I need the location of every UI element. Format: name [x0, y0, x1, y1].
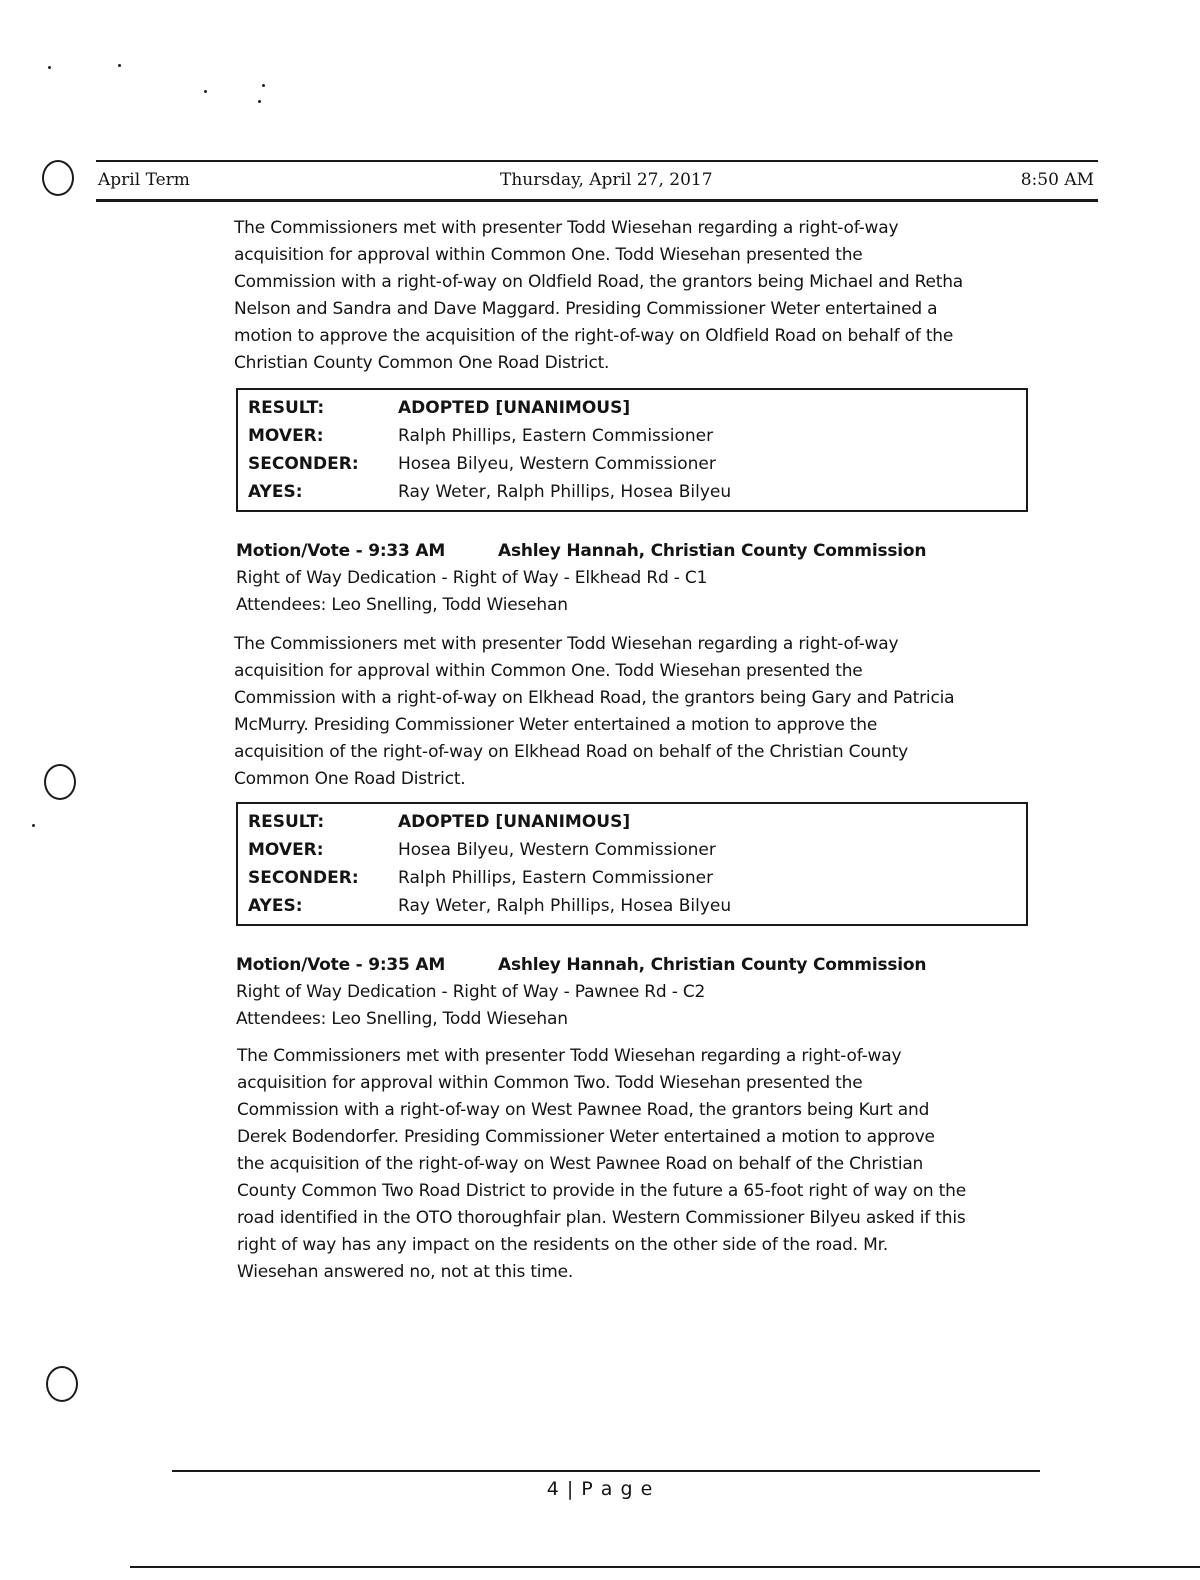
intro-paragraph: [234, 215, 1034, 377]
motion-presenter: Ashley Hannah, Christian County Commission: [498, 955, 927, 975]
mover-label: MOVER:: [248, 840, 324, 860]
result-value: ADOPTED [UNANIMOUS]: [398, 812, 631, 832]
seconder-label: SECONDER:: [248, 868, 359, 888]
text-line: McMurry. Presiding Commissioner Weter entertained a motion to approve the: [234, 715, 878, 735]
page-number: 4 | P a g e: [546, 1478, 654, 1500]
vote-row-mover: [248, 836, 1016, 864]
text-line: Commission with a right-of-way on West Pawnee Road, the grantors being Kurt and: [237, 1100, 930, 1120]
ayes-value: Ray Weter, Ralph Phillips, Hosea Bilyeu: [398, 896, 732, 916]
vote-row-result: [248, 808, 1016, 836]
text-line: motion to approve the acquisition of the right-of-way on Oldfield Road on behalf of the: [234, 326, 954, 346]
motion-attendees: Attendees: Leo Snelling, Todd Wiesehan: [236, 1009, 568, 1029]
vote-row-mover: [248, 422, 1016, 450]
scan-speck: [258, 100, 261, 103]
header-date: Thursday, April 27, 2017: [500, 170, 713, 190]
text-line: acquisition for approval within Common One. Todd Wiesehan presented the: [234, 661, 863, 681]
text-line: The Commissioners met with presenter Todd Wiesehan regarding a right-of-way: [234, 634, 899, 654]
seconder-value: Ralph Phillips, Eastern Commissioner: [398, 868, 714, 888]
seconder-label: SECONDER:: [248, 454, 359, 474]
seconder-value: Hosea Bilyeu, Western Commissioner: [398, 454, 716, 474]
vote-row-ayes: [248, 478, 1016, 506]
vote-row-ayes: [248, 892, 1016, 920]
motion-presenter: Ashley Hannah, Christian County Commission: [498, 541, 927, 561]
vote-table-2: [236, 802, 1028, 926]
punch-hole-bottom: [46, 1366, 78, 1402]
text-line: County Common Two Road District to provide in the future a 65-foot right of way on the: [237, 1181, 966, 1201]
ayes-value: Ray Weter, Ralph Phillips, Hosea Bilyeu: [398, 482, 732, 502]
motion-subject: Right of Way Dedication - Right of Way - Pawnee Rd - C2: [236, 982, 706, 1002]
bottom-edge-rule: [130, 1566, 1200, 1568]
text-line: right of way has any impact on the residents on the other side of the road. Mr.: [237, 1235, 889, 1255]
scan-speck: [204, 90, 207, 93]
vote-row-seconder: [248, 864, 1016, 892]
motion-heading: [236, 952, 1036, 979]
vote-table-1: [236, 388, 1028, 512]
result-label: RESULT:: [248, 398, 325, 418]
motion-time: Motion/Vote - 9:33 AM: [236, 541, 446, 561]
result-label: RESULT:: [248, 812, 325, 832]
motion-heading: [236, 538, 1036, 565]
text-line: Nelson and Sandra and Dave Maggard. Presiding Commissioner Weter entertained a: [234, 299, 938, 319]
text-line: Commission with a right-of-way on Elkhead Road, the grantors being Gary and Patricia: [234, 688, 955, 708]
scan-speck: [48, 66, 51, 69]
text-line: acquisition for approval within Common One. Todd Wiesehan presented the: [234, 245, 863, 265]
text-line: acquisition for approval within Common Two. Todd Wiesehan presented the: [237, 1073, 863, 1093]
header-top-rule: [96, 160, 1098, 162]
vote-row-seconder: [248, 450, 1016, 478]
mover-value: Hosea Bilyeu, Western Commissioner: [398, 840, 716, 860]
ayes-label: AYES:: [248, 482, 303, 502]
punch-hole-top: [42, 160, 74, 196]
header-term: April Term: [98, 170, 190, 190]
text-line: Wiesehan answered no, not at this time.: [237, 1262, 574, 1282]
scan-speck: [118, 64, 121, 67]
vote-row-result: [248, 394, 1016, 422]
text-line: the acquisition of the right-of-way on West Pawnee Road on behalf of the Christian: [237, 1154, 924, 1174]
text-line: Christian County Common One Road District.: [234, 353, 610, 373]
text-line: acquisition of the right-of-way on Elkhead Road on behalf of the Christian County: [234, 742, 909, 762]
motion-block-2: [236, 538, 1036, 619]
motion-time: Motion/Vote - 9:35 AM: [236, 955, 446, 975]
text-line: Common One Road District.: [234, 769, 466, 789]
mover-value: Ralph Phillips, Eastern Commissioner: [398, 426, 714, 446]
motion-attendees: Attendees: Leo Snelling, Todd Wiesehan: [236, 595, 568, 615]
motion-2-paragraph: [234, 631, 1034, 793]
motion-3-paragraph: [237, 1043, 1037, 1286]
motion-block-3: [236, 952, 1036, 1033]
text-line: Derek Bodendorfer. Presiding Commissioner Weter entertained a motion to approve: [237, 1127, 935, 1147]
header-bottom-rule: [96, 199, 1098, 202]
scan-speck: [32, 824, 35, 827]
ayes-label: AYES:: [248, 896, 303, 916]
result-value: ADOPTED [UNANIMOUS]: [398, 398, 631, 418]
motion-subject: Right of Way Dedication - Right of Way - Elkhead Rd - C1: [236, 568, 708, 588]
text-line: road identified in the OTO thoroughfair plan. Western Commissioner Bilyeu asked if this: [237, 1208, 966, 1228]
text-line: The Commissioners met with presenter Todd Wiesehan regarding a right-of-way: [237, 1046, 902, 1066]
punch-hole-middle: [44, 764, 76, 800]
text-line: The Commissioners met with presenter Todd Wiesehan regarding a right-of-way: [234, 218, 899, 238]
scan-speck: [262, 84, 265, 87]
mover-label: MOVER:: [248, 426, 324, 446]
text-line: Commission with a right-of-way on Oldfield Road, the grantors being Michael and Retha: [234, 272, 964, 292]
footer-rule: [172, 1470, 1040, 1472]
header-time: 8:50 AM: [1020, 170, 1094, 190]
